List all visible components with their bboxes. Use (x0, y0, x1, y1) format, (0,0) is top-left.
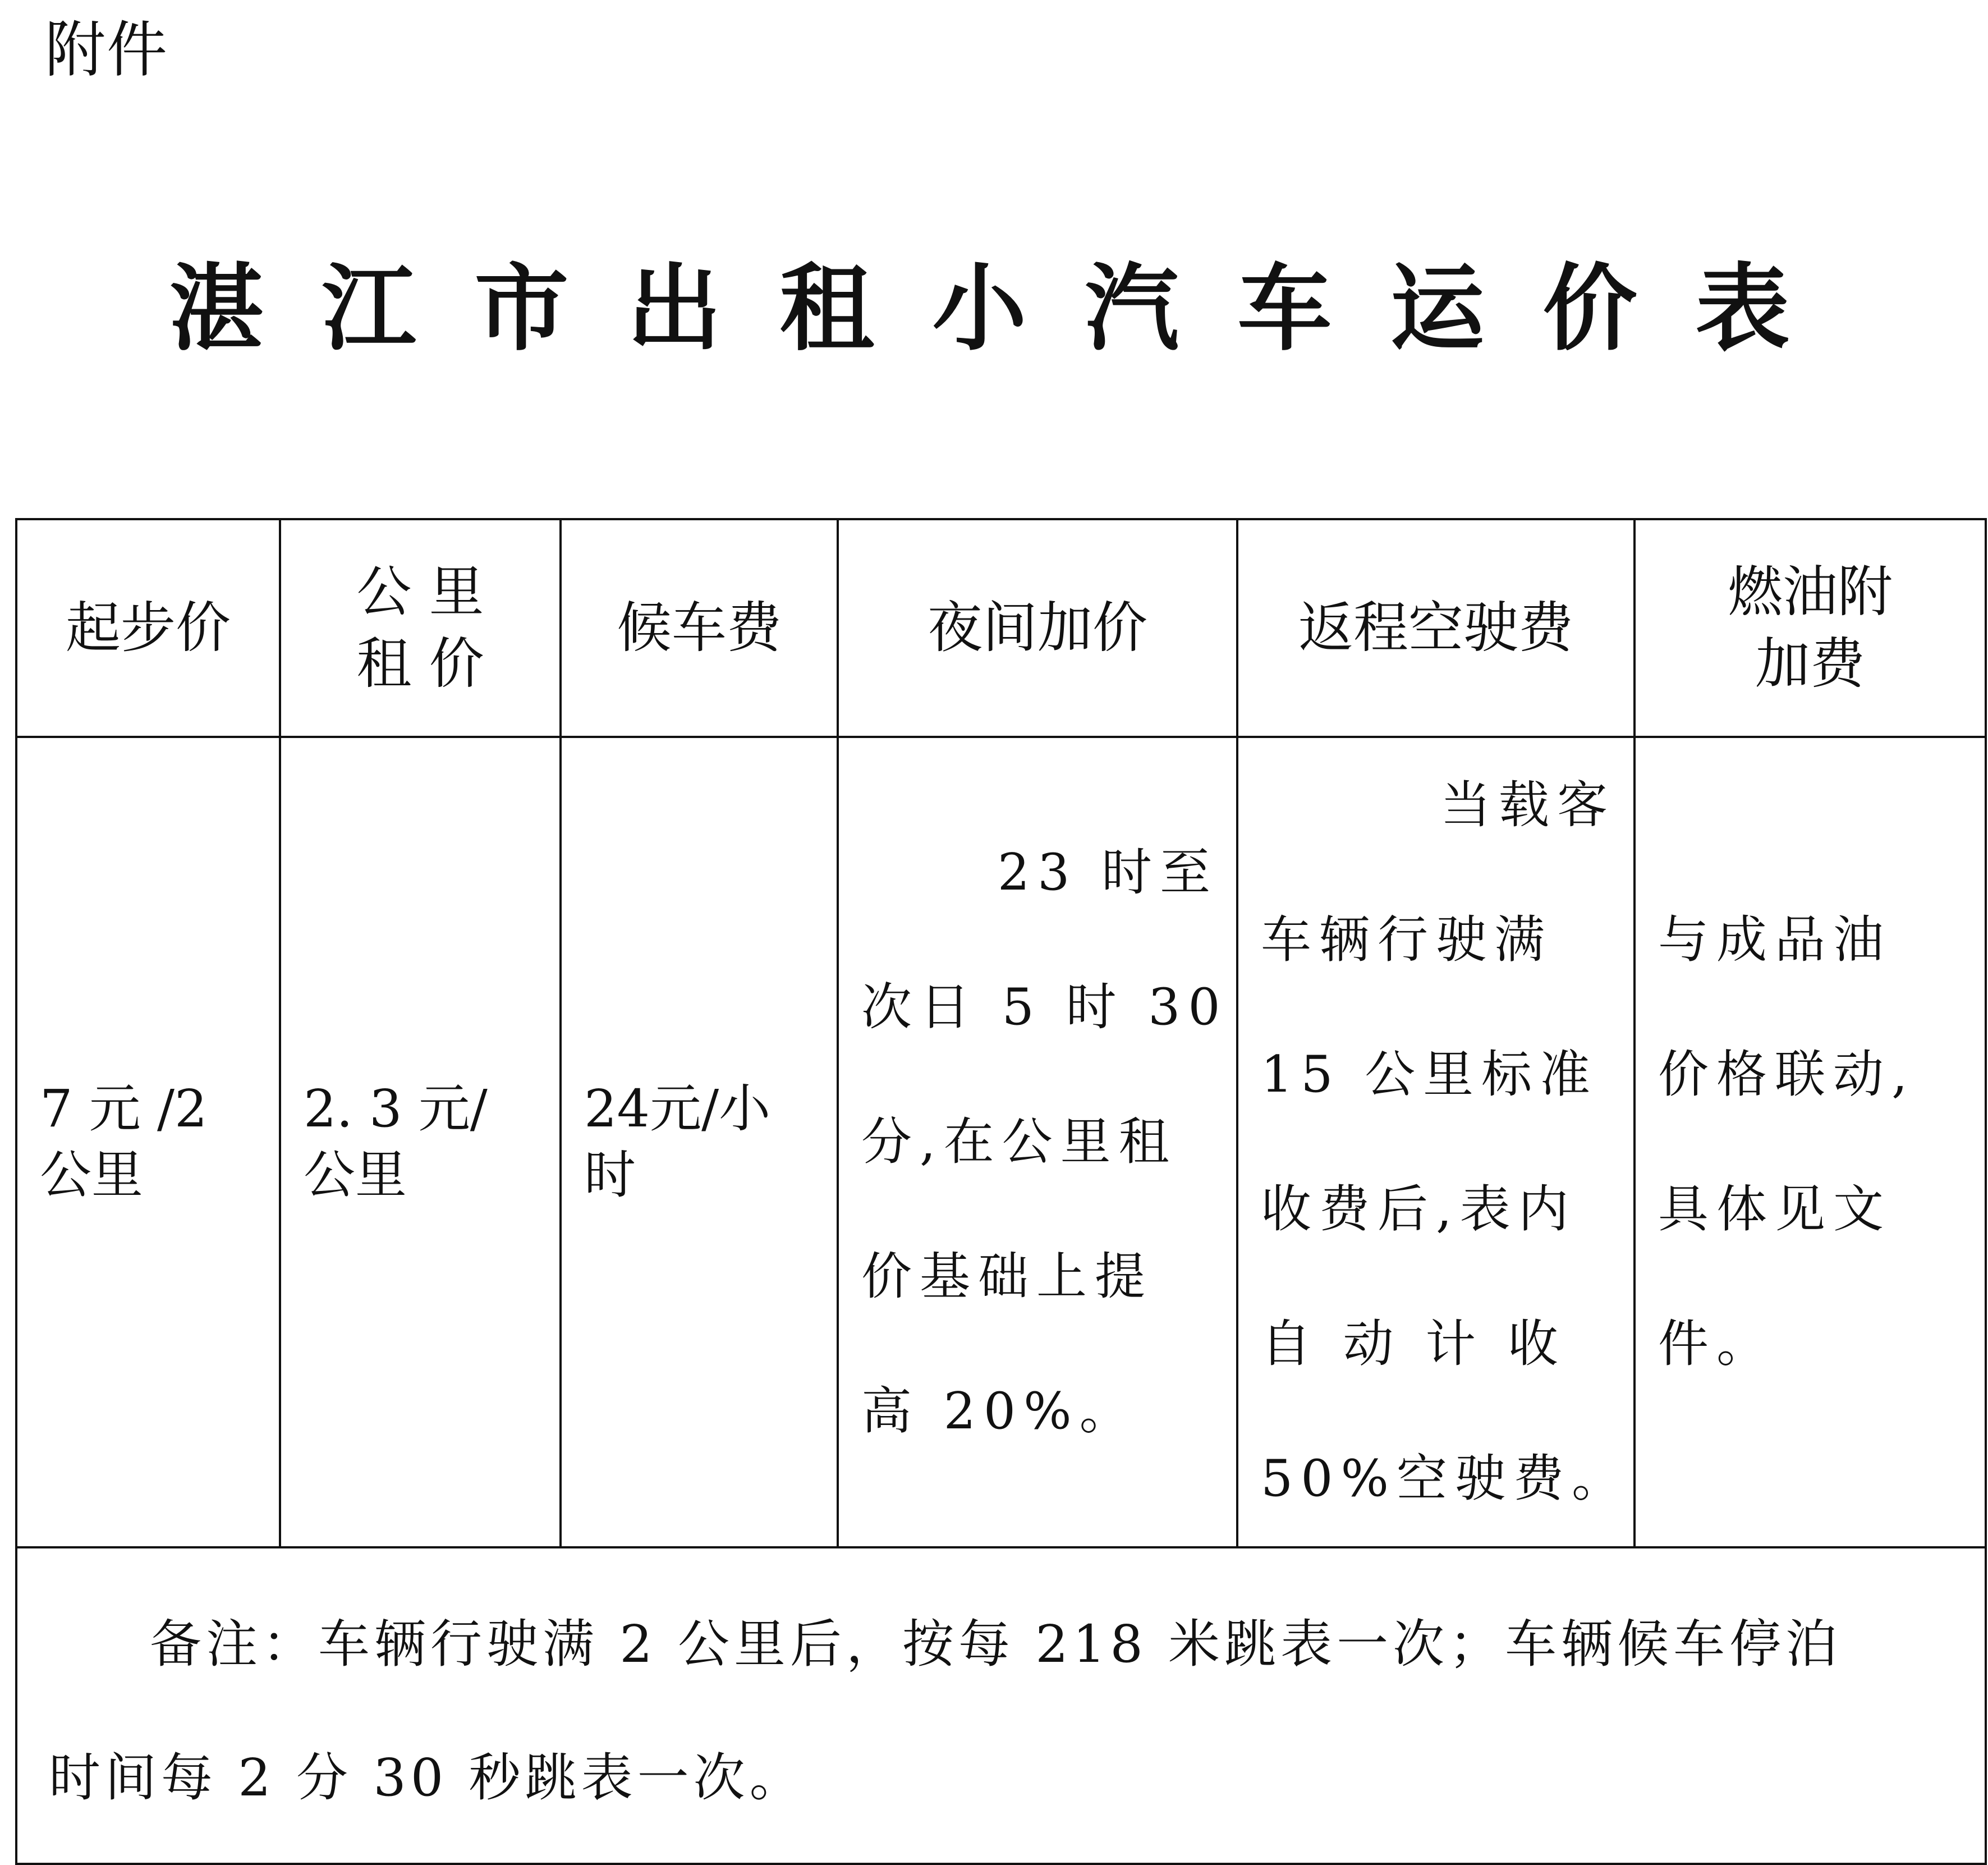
cell-line: 24元/小 (584, 1079, 771, 1139)
note-line: 备注：车辆行驶满 2 公里后，按每 218 米跳表一次；车辆候车停泊 (150, 1614, 1842, 1674)
header-per-km-fare (280, 519, 561, 737)
cell-line: 公里 (304, 1145, 407, 1205)
cell-line: 收费后,表内 (1261, 1180, 1577, 1239)
table-data-row (16, 737, 1986, 1547)
cell-line: 23 时至 (997, 843, 1218, 902)
note-cell (16, 1547, 1986, 1864)
header-line: 起步价 (65, 596, 231, 660)
cell-line: 当载客 (1440, 776, 1615, 835)
header-return-empty-fee (1237, 519, 1635, 737)
table-header-row (16, 519, 1986, 737)
cell-line: 15 公里标准 (1261, 1045, 1599, 1104)
header-line: 公 里 (356, 560, 484, 624)
cell-fuel-surcharge (1635, 737, 1986, 1547)
header-line: 加费 (1755, 632, 1865, 696)
header-fuel-surcharge (1635, 519, 1986, 737)
cell-line: 件。 (1658, 1314, 1775, 1373)
cell-line: 车辆行驶满 (1261, 910, 1553, 969)
cell-per-km-fare (280, 737, 561, 1547)
cell-line: 分,在公里租 (861, 1112, 1177, 1171)
table-note-row (16, 1547, 1986, 1864)
header-waiting-fee (561, 519, 838, 737)
cell-line: 与成品油 (1658, 910, 1891, 969)
header-line: 候车费 (616, 596, 782, 660)
cell-line: 自 动 计 收 (1261, 1314, 1566, 1373)
cell-line: 具体见文 (1658, 1180, 1891, 1239)
header-line: 夜间加价 (927, 596, 1147, 660)
header-line: 返程空驶费 (1298, 596, 1573, 660)
cell-line: 2. 3 元/ (304, 1079, 488, 1139)
cell-return-empty-fee (1237, 737, 1635, 1547)
header-line: 燃油附 (1727, 560, 1893, 624)
document-title: 湛江市出租小汽车运价表 (169, 254, 1848, 364)
cell-waiting-fee (561, 737, 838, 1547)
header-night-surcharge (838, 519, 1237, 737)
cell-line: 价基础上提 (861, 1247, 1153, 1306)
cell-night-surcharge (838, 737, 1237, 1547)
cell-line: 高 20%。 (861, 1382, 1138, 1441)
cell-line: 次日 5 时 30 (861, 978, 1228, 1037)
cell-line: 公里 (40, 1145, 144, 1205)
cell-line: 价格联动, (1658, 1045, 1916, 1104)
note-line: 时间每 2 分 30 秒跳表一次。 (49, 1748, 806, 1808)
cell-line: 50%空驶费。 (1261, 1449, 1631, 1508)
cell-starting-fare (16, 737, 280, 1547)
header-starting-fare (16, 519, 280, 737)
fare-table (15, 518, 1987, 1865)
cell-line: 7 元 /2 (40, 1079, 208, 1139)
cell-line: 时 (584, 1145, 636, 1205)
header-line: 租 价 (356, 632, 484, 696)
attachment-label: 附件 (45, 15, 169, 85)
